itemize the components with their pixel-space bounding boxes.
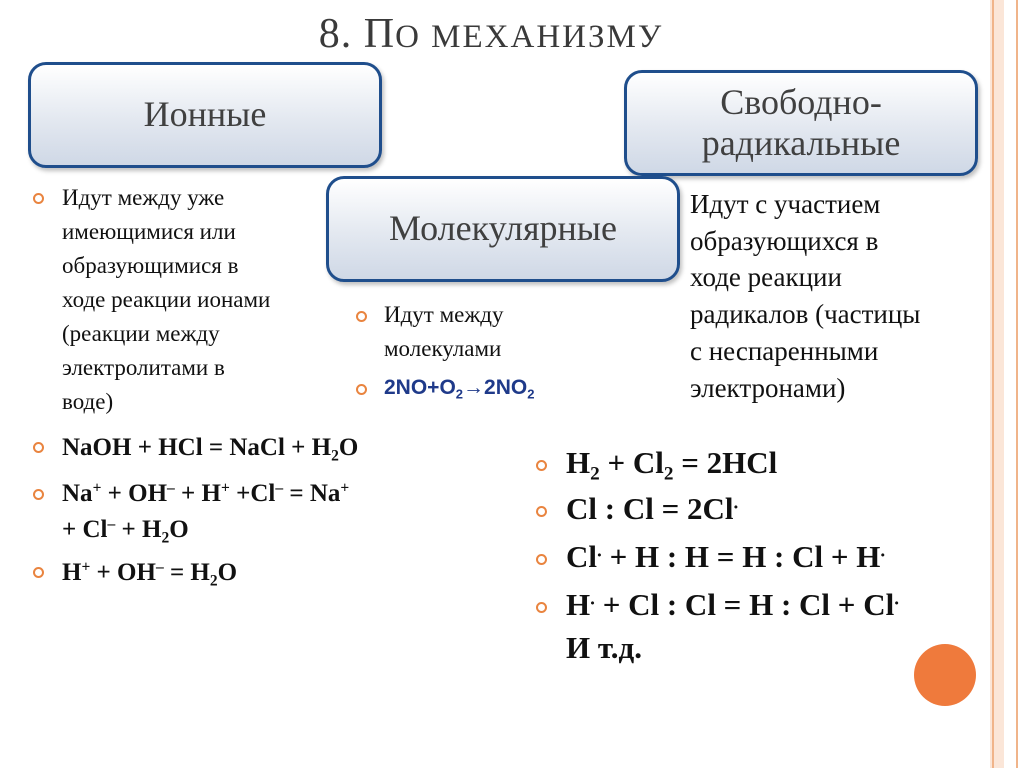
molecular-box — [326, 176, 680, 282]
ionic-description-line: воде) — [62, 389, 114, 415]
radical-equation-4: H. + Cl : Cl = H : Cl + Cl. И т.д. — [566, 584, 899, 670]
radical-description — [690, 186, 920, 406]
ionic-description — [62, 181, 270, 419]
radical-equation-3: Cl. + H : H = H : Cl + H. — [566, 539, 886, 574]
molecular-box-label: Молекулярные — [389, 208, 617, 249]
right-edge-line-outer — [1016, 0, 1018, 768]
ionic-equation-2: Na+ + OH– + H+ +Cl– = Na+ + $Cl^- + H_2O$ — [62, 479, 350, 547]
bullet-icon — [536, 506, 547, 517]
radical-description-line: образующихся в — [690, 225, 879, 256]
bullet-icon — [536, 460, 547, 471]
ionic-description-line: (реакции между — [62, 321, 220, 347]
radical-description-line: с неспаренными — [690, 335, 879, 366]
radical-description-line: электронами) — [690, 372, 846, 403]
ionic-description-line: имеющимися или — [62, 219, 236, 245]
ionic-description-line: ходе реакции ионами — [62, 287, 271, 313]
bullet-icon — [33, 442, 44, 453]
ionic-description-line: образующимися в — [62, 253, 239, 279]
molecular-equation: $2NO+O_2\to 2NO_2$ — [384, 376, 535, 402]
radical-box-label-line2: радикальные — [701, 123, 901, 163]
radical-description-line: Идут с участием — [690, 189, 881, 219]
orange-circle-decoration — [914, 644, 976, 706]
radical-box — [624, 70, 978, 176]
bullet-icon — [356, 311, 367, 322]
ionic-equation-3: $H^+ + OH^- = H_2O$ — [62, 558, 238, 590]
radical-description-line: ходе реакции — [690, 262, 842, 293]
slide-title: 8. ПО МЕХАНИЗМУ — [318, 11, 664, 57]
ionic-equation-1: NaOH + HCl = NaCl + $H_2O$ — [62, 434, 359, 465]
right-edge-line-inner — [992, 0, 994, 768]
molecular-description — [384, 298, 503, 366]
radical-equation-4-continuation: И т.д. — [566, 629, 642, 665]
radical-equation-2: Cl : Cl = 2Cl. — [566, 491, 739, 526]
molecular-description-line: Идут между — [384, 302, 504, 327]
bullet-icon — [356, 384, 367, 395]
radical-description-line: радикалов (частицы — [690, 299, 921, 330]
bullet-icon — [33, 567, 44, 578]
bullet-icon — [33, 489, 44, 500]
ionic-box-label: Ионные — [143, 94, 267, 135]
bullet-icon — [536, 554, 547, 565]
molecular-description-line: молекулами — [384, 336, 502, 362]
bullet-icon — [33, 193, 44, 204]
radical-equation-1: $H_2 + Cl_2 = 2HCl$ — [566, 445, 778, 485]
radical-box-label-line1: Свободно- — [720, 81, 882, 122]
ionic-box — [28, 62, 382, 168]
bullet-icon — [536, 602, 547, 613]
ionic-description-line: Идут между уже — [62, 185, 225, 210]
ionic-description-line: электролитами в — [62, 355, 225, 381]
